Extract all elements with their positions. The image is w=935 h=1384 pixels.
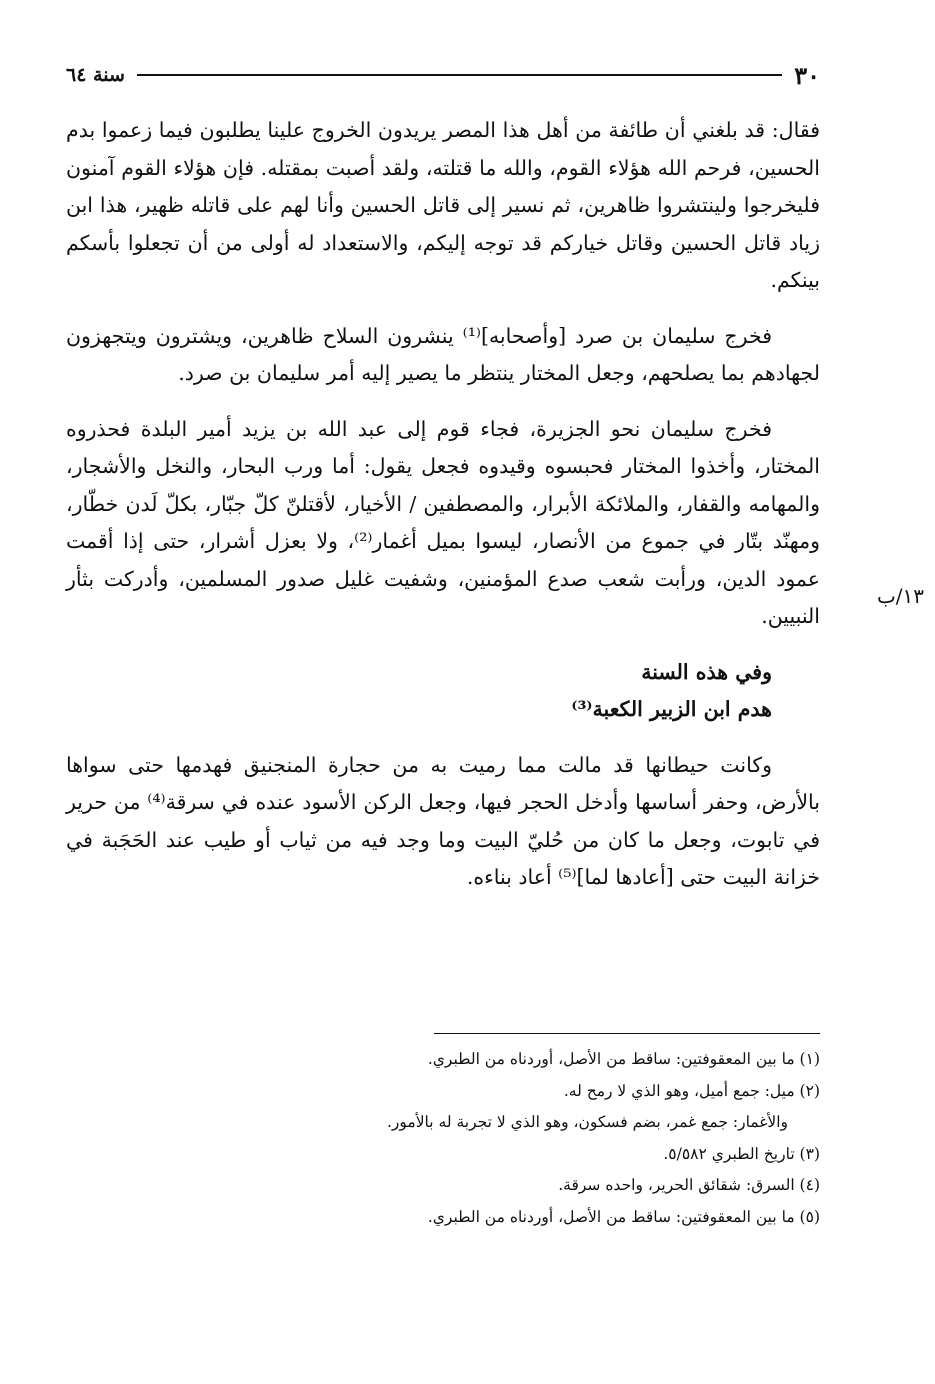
section-heading-title: هدم ابن الزبير الكعبة⁽³⁾ [571,697,772,721]
footnote-1: (١) ما بين المعقوفتين: ساقط من الأصل، أوردناه من الطبري. [427,1050,820,1068]
paragraph-2: فخرج سليمان بن صرد [وأصحابه]⁽¹⁾ ينشرون السلاح ظاهرين، ويشترون ويتجهزون لجهادهم بما يصلحهم، وجعل المختار ينتظر ما يصير إليه أمر سليمان بن صرد. [66,323,820,385]
main-text [66,112,820,915]
page-header [66,58,820,92]
header-rule [137,74,782,76]
footnote-5: (٥) ما بين المعقوفتين: ساقط من الأصل، أوردناه من الطبري. [427,1207,820,1226]
paragraph-3: فخرج سليمان نحو الجزيرة، فجاء قوم إلى عبد الله بن يزيد أمير البلدة فحذروه المختار، وأخذوا المختار فحبسوه وقيدوه فجعل يقول: أما ورب البحار، والنخل والأشجار، والمهامه والقفار، والملائكة الأبرار، والمصطفين / الأخيار، لأقتلنّ كلّ جبّار، بكلّ لَدن خطّار، ومهنّد بتّار في جموع من الأنصار، ليسوا بميل أغمار⁽²⁾، ولا بعزل أشرار، حتى إذا أقمت عمود الدين، ورأبت شعب صدع المؤمنين، وشفيت غليل صدور المسلمين، وأدركت بثأر النبيين. [66,416,820,628]
paragraph-1: فقال: قد بلغني أن طائفة من أهل هذا المصر يريدون الخروج علينا يطلبون فيما زعموا بدم الحسين، فرحم الله هؤلاء القوم، والله ما قتلته، ولقد أصبت بمقتله. فإن هؤلاء القوم آمنون فليخرجوا ولينتشروا ظاهرين، ثم نسير إلى قاتل الحسين وأنا لهم على قاتله ظهير، هذا ابن زياد قاتل الحسين وقاتل خياركم قد توجه إليكم، والاستعداد له أولى من أن تجعلوا بأسكم بينكم. [66,118,820,292]
running-title: سنة ٦٤ [66,64,125,86]
paragraph-4: وكانت حيطانها قد مالت مما رميت به من حجارة المنجنيق فهدمها حتى سواها بالأرض، وحفر أساسها وأدخل الحجر فيها، وجعل الركن الأسود عنده في سرقة⁽⁴⁾ من حرير في تابوت، وجعل ما كان من حُليّ البيت وما وجد فيه من ثياب أو طيب عند الحَجَبة في خزانة البيت حتى [أعادها لما]⁽⁵⁾ أعاد بناءه. [66,752,821,889]
footnote-2: (٢) ميل: جمع أميل، وهو الذي لا رمح له. [563,1081,820,1100]
footnote-3: (٣) تاريخ الطبري ٥/٥٨٢. [663,1144,820,1163]
footnote-4: (٤) السرق: شقائق الحرير، واحده سرقة. [558,1176,820,1194]
section-heading-year: وفي هذه السنة [641,659,772,684]
footnote-separator [434,1033,820,1034]
footnotes [66,1044,820,1233]
page-number: ٣٠ [794,60,820,90]
manuscript-folio-note: ١٣/ب [876,584,924,608]
footnote-2-continuation: والأغمار: جمع غمر، بضم فسكون، وهو الذي لا تجربة له بالأمور. [386,1113,788,1131]
